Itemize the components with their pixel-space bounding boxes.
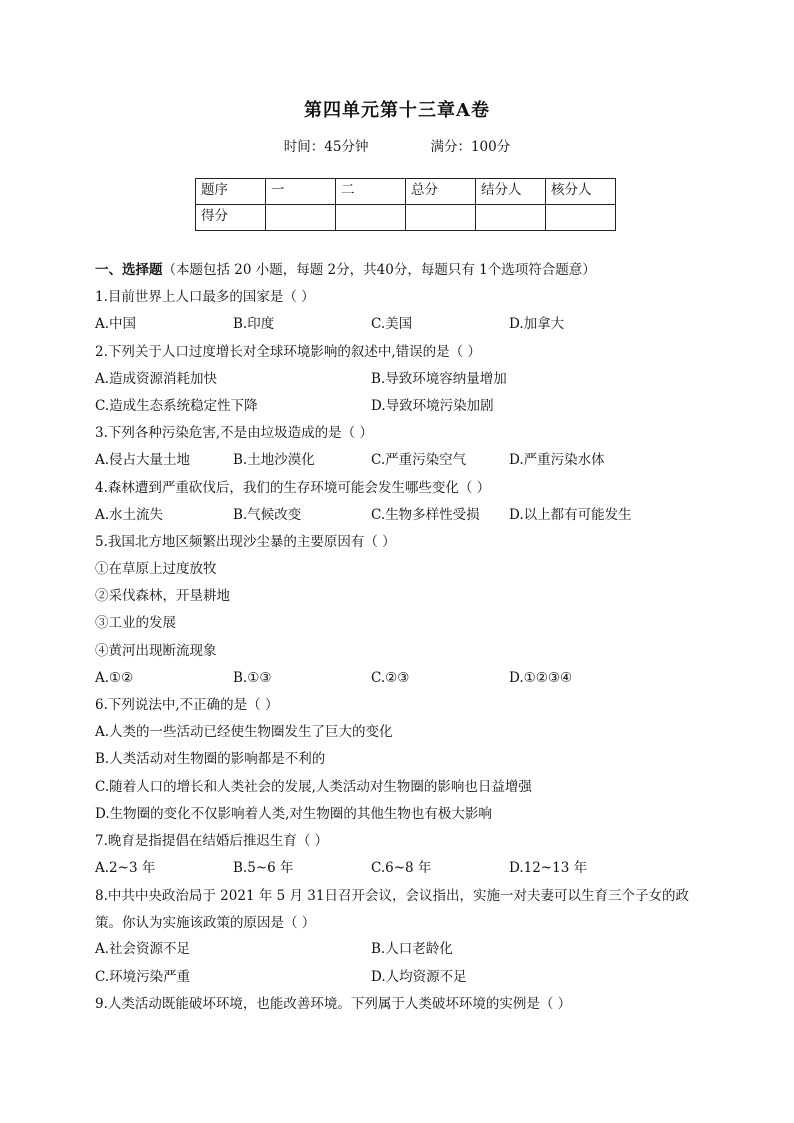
question-options	[95, 937, 715, 964]
score-table-row-label: 得分	[196, 205, 266, 231]
question-stem: 8.中共中央政治局于 2021 年 5 月 31日召开会议，会议指出，实施一对夫妻可以生育三个子女的政策。你认为实施该政策的原因是（ ）	[95, 888, 689, 932]
option: C.环境污染严重	[95, 968, 191, 985]
section-note: （本题包括 20 小题，每题 2分，共40分，每题只有 1个选项符合题意）	[162, 262, 596, 278]
option: A.社会资源不足	[95, 941, 191, 958]
option: D.导致环境污染加剧	[371, 397, 494, 414]
question-stem: 1.目前世界上人口最多的国家是（ ）	[95, 289, 315, 306]
question-options	[95, 448, 715, 475]
option: B.人口老龄化	[371, 941, 453, 958]
option: B.人类活动对生物圈的影响都是不利的	[95, 751, 326, 768]
question-stem: 4.森林遭到严重砍伐后，我们的生存环境可能会发生哪些变化（ ）	[95, 479, 491, 496]
option: C.造成生态系统稳定性下降	[95, 397, 258, 414]
question-stem: 2.下列关于人口过度增长对全球环境影响的叙述中,错误的是（ ）	[95, 343, 481, 360]
question-stem: 9.人类活动既能破坏环境，也能改善环境。下列属于人类破坏环境的实例是（ ）	[95, 995, 572, 1012]
score-table-header-cell: 一	[266, 179, 336, 205]
question-item: ①在草原上过度放牧	[95, 561, 217, 578]
option: B.印度	[233, 316, 275, 333]
option: C.随着人口的增长和人类社会的发展,人类活动对生物圈的影响也日益增强	[95, 778, 532, 795]
question-options	[95, 394, 715, 421]
score-table	[195, 178, 616, 231]
option: B.土地沙漠化	[233, 452, 315, 469]
option: A.水土流失	[95, 506, 164, 523]
score-cell	[266, 205, 336, 231]
question-stem: 7.晚育是指提倡在结婚后推迟生育（ ）	[95, 832, 329, 849]
score-table-header-cell: 核分人	[546, 179, 616, 205]
option: B.①③	[233, 669, 272, 686]
score-cell	[336, 205, 406, 231]
option: A.人类的一些活动已经使生物圈发生了巨大的变化	[95, 724, 393, 741]
option: D.以上都有可能发生	[509, 506, 632, 523]
question-item: ③工业的发展	[95, 615, 176, 632]
option: D.生物圈的变化不仅影响着人类,对生物圈的其他生物也有极大影响	[95, 805, 492, 822]
question-options	[95, 965, 715, 992]
option: C.严重污染空气	[371, 452, 467, 469]
option: A.侵占大量土地	[95, 452, 191, 469]
score-table-header-row	[196, 179, 616, 205]
option: A.中国	[95, 316, 137, 333]
option: B.5~6 年	[233, 860, 294, 877]
option: C.美国	[371, 316, 413, 333]
question-options	[95, 367, 715, 394]
question-item: ④黄河出现断流现象	[95, 642, 217, 659]
score-table-score-row	[196, 205, 616, 231]
question-options	[95, 666, 715, 693]
option: D.①②③④	[509, 669, 573, 686]
page-title: 第四单元第十三章A卷	[304, 100, 490, 121]
section-heading	[95, 258, 715, 285]
question-item: ②采伐森林，开垦耕地	[95, 588, 230, 605]
question-stem: 3.下列各种污染危害,不是由垃圾造成的是（ ）	[95, 425, 373, 442]
option: A.①②	[95, 669, 134, 686]
option: C.生物多样性受损	[371, 506, 480, 523]
option: D.严重污染水体	[509, 452, 605, 469]
questions-area	[95, 258, 715, 1019]
score-cell	[546, 205, 616, 231]
exam-full-score: 满分：100分	[430, 139, 511, 155]
score-table-header-cell: 二	[336, 179, 406, 205]
option: B.导致环境容纳量增加	[371, 370, 507, 387]
option: D.加拿大	[509, 316, 565, 333]
option: A.2~3 年	[95, 860, 156, 877]
section-title: 一、选择题	[95, 262, 163, 278]
score-table-header-cell: 题序	[196, 179, 266, 205]
option: D.人均资源不足	[371, 968, 467, 985]
exam-time: 时间：45分钟	[283, 139, 369, 155]
question-options	[95, 503, 715, 530]
exam-meta	[0, 135, 794, 155]
option: B.气候改变	[233, 506, 302, 523]
score-table-header-cell: 总分	[406, 179, 476, 205]
option: C.6~8 年	[371, 860, 432, 877]
option: A.造成资源消耗加快	[95, 370, 218, 387]
score-cell	[476, 205, 546, 231]
question-stem: 5.我国北方地区频繁出现沙尘暴的主要原因有（ ）	[95, 533, 396, 550]
score-table-header-cell: 结分人	[476, 179, 546, 205]
question-options	[95, 856, 715, 883]
option: D.12~13 年	[509, 860, 588, 877]
question-options	[95, 312, 715, 339]
question-stem: 6.下列说法中,不正确的是（ ）	[95, 697, 279, 713]
option: C.②③	[371, 669, 410, 686]
score-cell	[406, 205, 476, 231]
